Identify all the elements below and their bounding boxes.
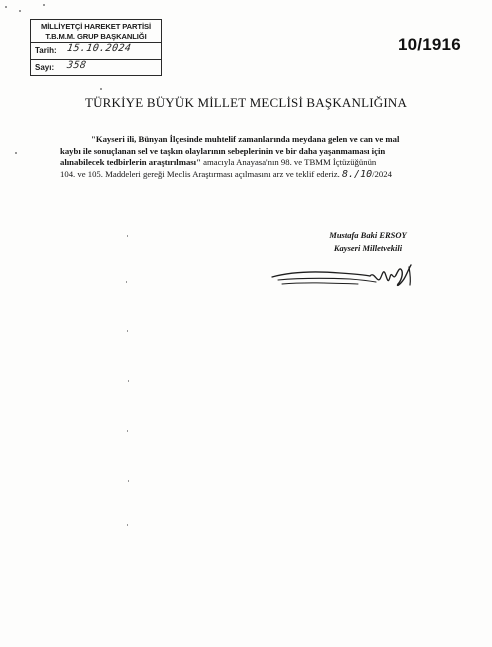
stamp-date-row: [31, 43, 161, 59]
body-line-3: [60, 157, 434, 169]
registration-stamp: [30, 19, 162, 76]
body-line-2: kaybı ile sonuçlanan sel ve taşkın olaylarının sebeplerinin ve bir daha yaşanmaması için: [60, 145, 386, 156]
scan-speck: [15, 152, 17, 154]
scan-speck: [5, 6, 7, 8]
body-line-3-bold: alınabilecek tedbirlerin araştırılması": [60, 157, 201, 167]
scan-speck: [100, 88, 102, 90]
scan-speck: [127, 524, 128, 526]
signer-name: Mustafa Baki ERSOY: [329, 230, 407, 240]
stamp-date-label: Tarih:: [35, 46, 57, 55]
scan-speck: [128, 480, 129, 482]
scan-speck: [127, 430, 128, 432]
body-line-4-text: 104. ve 105. Maddeleri gereği Meclis Araştırması açılmasını arz ve teklif ederiz.: [60, 168, 343, 179]
body-line-4-year: /2024: [372, 168, 392, 179]
stamp-number-label: Sayı:: [35, 63, 55, 72]
signer-title: Kayseri Milletvekili: [333, 243, 403, 253]
handwritten-signature: [270, 263, 420, 293]
stamp-office-name: T.B.M.M. GRUP BAŞKANLIĞI: [45, 32, 147, 41]
scan-speck: [127, 330, 128, 332]
stamp-number-row: [31, 59, 161, 75]
scan-speck: [19, 10, 21, 12]
stamp-party-name: MİLLİYETÇİ HAREKET PARTİSİ: [41, 22, 151, 31]
scan-speck: [127, 235, 128, 237]
scan-speck: [43, 4, 45, 6]
body-line-4: [60, 169, 434, 181]
scan-speck: [126, 281, 127, 283]
stamp-header: [31, 20, 161, 43]
scan-speck: [128, 380, 129, 382]
handwritten-date: 8./10: [342, 168, 373, 180]
signature-block: [318, 229, 418, 255]
body-line-1: "Kayseri ili, Bünyan İlçesinde muhtelif zamanlarında meydana gelen ve can ve mal: [91, 134, 400, 144]
stamp-number-value: 358: [66, 60, 88, 71]
page-title: TÜRKİYE BÜYÜK MİLLET MECLİSİ BAŞKANLIĞINA: [84, 95, 408, 110]
stamp-date-value: 15.10.2024: [66, 43, 132, 54]
document-number: 10/1916: [398, 35, 461, 54]
body-paragraph: [60, 134, 434, 180]
body-line-3-rest: amacıyla Anayasa'nın 98. ve TBMM İçtüzüğünün: [200, 157, 377, 167]
